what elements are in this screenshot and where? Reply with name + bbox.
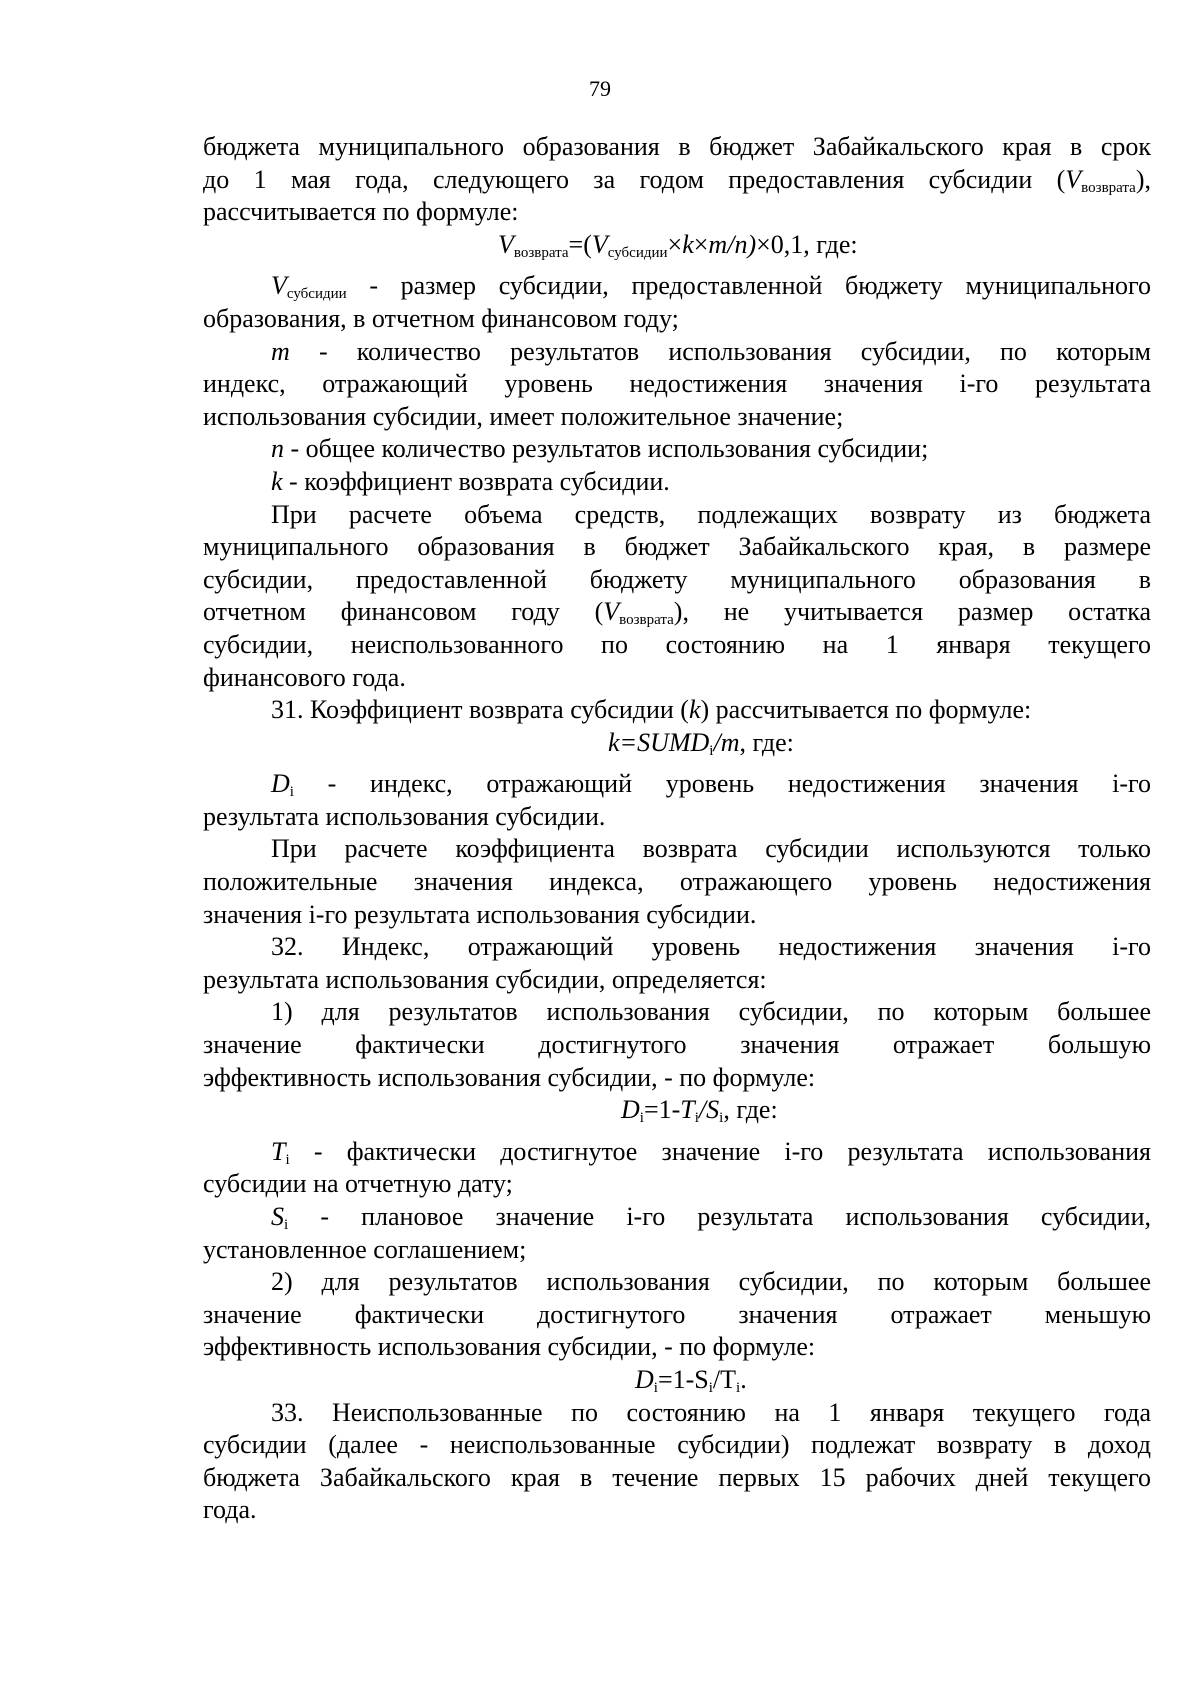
paragraph-line: 32. Индекс, отражающий уровень недостижения значения i-го <box>271 932 1151 962</box>
paragraph-line: субсидии на отчетную дату; <box>203 1169 513 1199</box>
paragraph-line: индекс, отражающий уровень недостижения значения i-го результата <box>203 369 1151 399</box>
paragraph-line: результата использования субсидии, определяется: <box>203 964 767 994</box>
formula-k: $k=SUMD_i/m$, где: <box>608 727 794 759</box>
paragraph-line: 2) для результатов использования субсидии, по которым большее <box>271 1267 1151 1297</box>
paragraph-line: значение фактически достигнутого значения отражает меньшую <box>203 1299 1151 1329</box>
paragraph-line: значение фактически достигнутого значения отражает большую <box>203 1030 1151 1060</box>
paragraph-line: бюджета муниципального образования в бюджет Забайкальского края в срок <box>203 132 1151 161</box>
paragraph-line: образования, в отчетном финансовом году; <box>203 303 679 333</box>
paragraph-line: рассчитывается по формуле: <box>203 197 519 227</box>
paragraph-line: использования субсидии, имеет положительное значение; <box>203 401 844 431</box>
paragraph-line: субсидии, предоставленной бюджету муниципального образования в <box>203 564 1151 594</box>
paragraph-line: субсидии (далее - неиспользованные субсидии) подлежат возврату в доход <box>203 1430 1151 1460</box>
paragraph-line: 31. Коэффициент возврата субсидии (k) рассчитывается по формуле: <box>271 695 1032 725</box>
paragraph-line: до 1 мая года, следующего за годом предоставления субсидии $(V_{возврата})$, <box>203 164 1151 196</box>
paragraph-line: года. <box>203 1495 257 1525</box>
paragraph-line: результата использования субсидии. <box>203 801 606 831</box>
paragraph-line: n - общее количество результатов использования субсидии; <box>271 434 929 464</box>
paragraph-line: При расчете коэффициента возврата субсидии используются только <box>271 834 1151 864</box>
paragraph-line: 33. Неиспользованные по состоянию на 1 января текущего года <box>271 1397 1151 1427</box>
paragraph-line: $S_i$ - плановое значение i-го результата использования субсидии, <box>271 1202 1152 1233</box>
paragraph-line: отчетном финансовом году $(V_{возврата})$, не учитывается размер остатка <box>203 597 1152 629</box>
paragraph-line: установленное соглашением; <box>203 1234 527 1264</box>
paragraph-line: 1) для результатов использования субсидии, по которым большее <box>271 997 1151 1027</box>
paragraph-line: $V_{субсидии}$ - размер субсидии, предоставленной бюджету муниципального <box>271 271 1152 303</box>
paragraph-line: бюджета Забайкальского края в течение первых 15 рабочих дней текущего <box>203 1462 1151 1492</box>
paragraph-line: субсидии, неиспользованного по состоянию на 1 января текущего <box>203 629 1151 659</box>
paragraph-line: финансового года. <box>203 662 406 692</box>
document-body <box>203 131 1151 1527</box>
paragraph-line: m - количество результатов использования субсидии, по которым <box>271 336 1152 366</box>
paragraph-line: эффективность использования субсидии, - по формуле: <box>203 1062 816 1092</box>
paragraph-line: При расчете объема средств, подлежащих возврату из бюджета <box>271 499 1151 529</box>
paragraph-line: значения i-го результата использования субсидии. <box>203 899 757 929</box>
paragraph-line: $D_i$ - индекс, отражающий уровень недостижения значения i-го <box>271 769 1152 801</box>
page-number: 79 <box>589 76 611 101</box>
formula-v-vozvrata: $V_{возврата}=(V_{субсидии}\times k\times m/n)\times 0,1$, где: <box>498 229 858 261</box>
paragraph-line: положительные значения индекса, отражающего уровень недостижения <box>203 867 1151 897</box>
formula-d-lesser: $D_i=1-S_i/T_i$. <box>635 1364 747 1396</box>
paragraph-line: k - коэффициент возврата субсидии. <box>271 466 670 496</box>
paragraph-line: муниципального образования в бюджет Забайкальского края, в размере <box>203 532 1151 562</box>
formula-d-greater: $D_i=1-T_i/S_i$, где: <box>621 1095 778 1127</box>
paragraph-line: эффективность использования субсидии, - по формуле: <box>203 1332 816 1362</box>
paragraph-line: $T_i$ - фактически достигнутое значение i-го результата использования <box>271 1136 1151 1168</box>
